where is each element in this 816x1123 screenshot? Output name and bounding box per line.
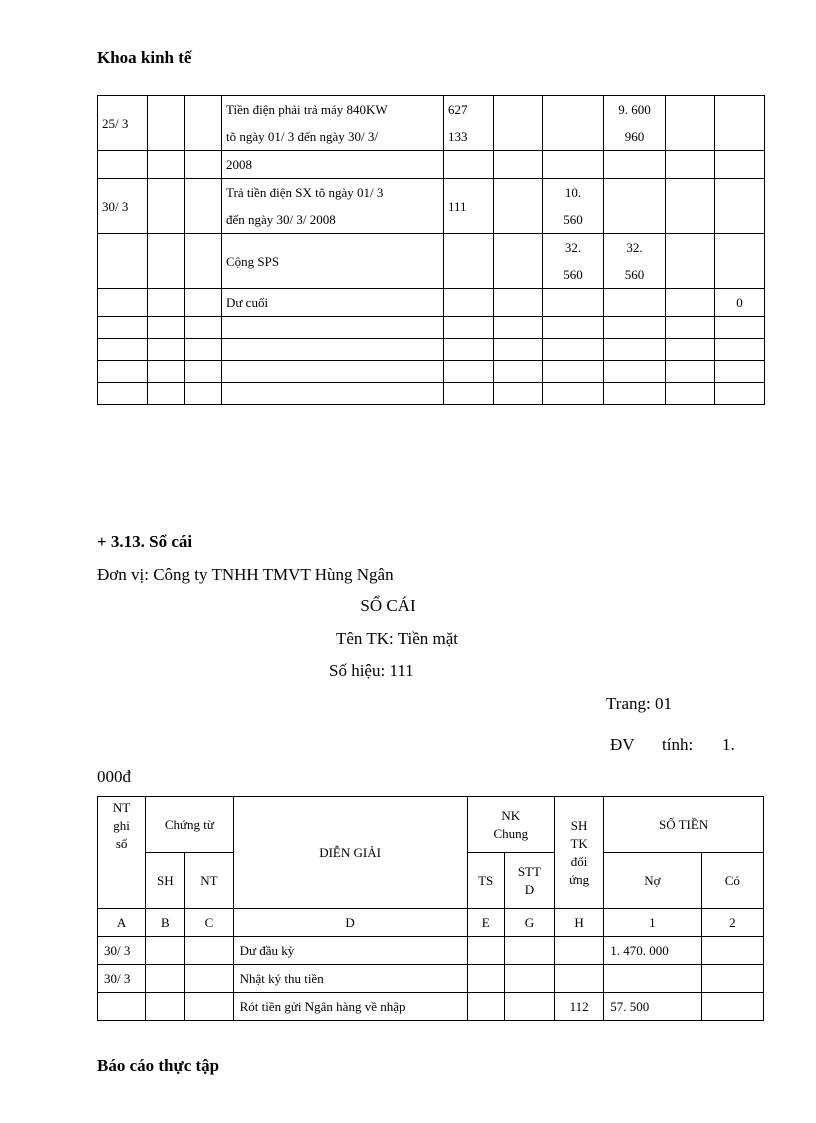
desc-cell: Nhật ký thu tiền bbox=[233, 965, 467, 993]
tk-cell: 112 bbox=[555, 993, 604, 1021]
co-cell bbox=[701, 937, 763, 965]
nt-cell: 30/ 3 bbox=[98, 965, 146, 993]
co-cell bbox=[701, 993, 763, 1021]
book-title: SỔ CÁI bbox=[360, 596, 416, 615]
table-row bbox=[98, 151, 765, 179]
ts-header: TS bbox=[467, 853, 504, 909]
desc-cell: Rót tiền gửi Ngân hàng về nhập bbox=[233, 993, 467, 1021]
ledger-continuation-table bbox=[97, 95, 765, 405]
table-row bbox=[98, 179, 765, 234]
balance-cell: 0 bbox=[715, 289, 765, 317]
debit-cell: 10. 560 bbox=[543, 179, 604, 234]
table-row bbox=[98, 317, 765, 339]
desc-cell: Dư cuối bbox=[222, 289, 444, 317]
tk-cell bbox=[555, 965, 604, 993]
debit-cell bbox=[543, 96, 604, 151]
unit-tinh: tính: bbox=[662, 735, 694, 754]
table-row bbox=[98, 383, 765, 405]
unit-value: 1. bbox=[722, 735, 735, 754]
ledger-table bbox=[97, 796, 764, 1021]
table-row bbox=[98, 339, 765, 361]
nt-cell bbox=[98, 993, 146, 1021]
unit-dv: ĐV bbox=[610, 735, 635, 754]
chung-tu-header: Chứng từ bbox=[146, 797, 233, 853]
desc-cell: Dư đầu kỳ bbox=[233, 937, 467, 965]
desc-cell: 2008 bbox=[222, 151, 444, 179]
nt-cell: 30/ 3 bbox=[98, 937, 146, 965]
unit-continuation: 000đ bbox=[97, 767, 131, 786]
account-cell: 627 133 bbox=[444, 96, 494, 151]
account-name: Tên TK: Tiền mặt bbox=[336, 629, 458, 648]
no-header: Nợ bbox=[604, 853, 701, 909]
credit-cell: 32. 560 bbox=[604, 234, 666, 289]
dien-giai-header: DIỄN GIẢI bbox=[233, 797, 467, 909]
tk-cell bbox=[555, 937, 604, 965]
table-row bbox=[98, 993, 764, 1021]
credit-cell: 9. 600 960 bbox=[604, 96, 666, 151]
account-number: Số hiệu: 111 bbox=[329, 661, 414, 680]
page-number: Trang: 01 bbox=[606, 694, 672, 713]
date-cell: 30/ 3 bbox=[98, 179, 148, 234]
desc-cell: Tiền điện phải trả máy 840KW tõ ngày 01/ 3 đến ngày 30/ 3/ bbox=[222, 96, 444, 151]
desc-cell: Trả tiền điện SX tõ ngày 01/ 3 đến ngày 30/ 3/ 2008 bbox=[222, 179, 444, 234]
no-cell bbox=[604, 965, 701, 993]
desc-cell: Cộng SPS bbox=[222, 234, 444, 289]
header-row bbox=[98, 797, 764, 853]
table-row bbox=[98, 937, 764, 965]
footer-report: Báo cáo thực tập bbox=[97, 1056, 220, 1075]
table-row bbox=[98, 289, 765, 317]
no-cell: 57. 500 bbox=[604, 993, 701, 1021]
account-cell: 111 bbox=[444, 179, 494, 234]
nt-ghi-so-header: NT ghi sổ bbox=[98, 797, 146, 909]
nt-header: NT bbox=[185, 853, 233, 909]
co-cell bbox=[701, 965, 763, 993]
header-faculty: Khoa kinh tế bbox=[97, 48, 192, 67]
no-cell: 1. 470. 000 bbox=[604, 937, 701, 965]
table-row bbox=[98, 965, 764, 993]
table-row bbox=[98, 361, 765, 383]
sh-tk-header: SH TK đối ứng bbox=[555, 797, 604, 909]
unit-line: Đơn vị: Công ty TNHH TMVT Hùng Ngân bbox=[97, 565, 394, 584]
letter-row: A B C D E G H 1 2 bbox=[98, 909, 764, 937]
so-tien-header: SỐ TIỀN bbox=[604, 797, 764, 853]
table-row bbox=[98, 96, 765, 151]
nk-chung-header: NK Chung bbox=[467, 797, 554, 853]
section-title: + 3.13. Sổ cái bbox=[97, 532, 193, 551]
table-row bbox=[98, 234, 765, 289]
stt-header: STT D bbox=[504, 853, 554, 909]
debit-cell: 32. 560 bbox=[543, 234, 604, 289]
date-cell: 25/ 3 bbox=[98, 96, 148, 151]
co-header: Có bbox=[701, 853, 763, 909]
sh-header: SH bbox=[146, 853, 185, 909]
